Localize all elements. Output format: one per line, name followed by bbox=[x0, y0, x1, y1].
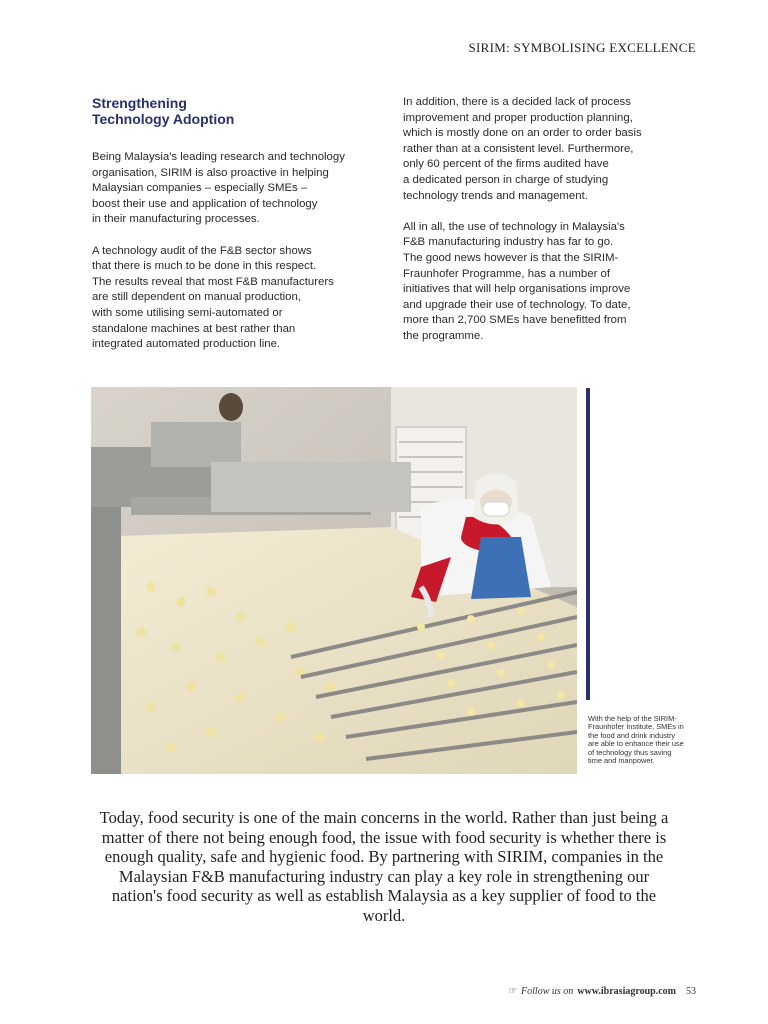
photo-caption: With the help of the SIRIM-Fraunhofer Institute, SMEs in the food and drink industry are able to enhance their use of technology thus saving time and manpower. bbox=[588, 714, 684, 766]
body-paragraph: In addition, there is a decided lack of process improvement and proper production planning, which is mostly done on an order to order basis rather than at a consistent level. Furthermore, only 60 percent of the firms audited have a dedicated person in charge of studying technology trends and management. bbox=[403, 96, 642, 202]
body-paragraph: A technology audit of the F&B sector shows that there is much to be done in this respect. The results reveal that most F&B manufacturers are still dependent on manual production, with some utilising semi-automated or standalone machines at best rather than integrated automated production line. bbox=[92, 244, 334, 351]
section-heading: Strengthening Technology Adoption bbox=[92, 95, 235, 127]
accent-rule bbox=[586, 388, 590, 700]
running-header: SIRIM: SYMBOLISING EXCELLENCE bbox=[468, 40, 696, 55]
right-column bbox=[403, 95, 703, 360]
hand-pointer-icon: ☞ bbox=[508, 986, 518, 997]
factory-photo bbox=[91, 387, 577, 774]
body-paragraph: All in all, the use of technology in Malaysia's F&B manufacturing industry has far to go. The good news however is that the SIRIM- Fraunhofer Programme, has a number of initiatives that will help organisations improve and upgrade their use of technology. To date, more than 2,700 SMEs have benefitted from the programme. bbox=[403, 220, 631, 342]
body-paragraph: Being Malaysia's leading research and technology organisation, SIRIM is also proactive in helping Malaysian companies – especially SMEs – boost their use and application of technology in their manufacturing processes. bbox=[92, 151, 345, 226]
page-number: 53 bbox=[686, 986, 696, 997]
follow-label: Follow us on bbox=[521, 986, 574, 997]
website-link[interactable]: www.ibrasiagroup.com bbox=[577, 986, 676, 997]
pull-quote: Today, food security is one of the main concerns in the world. Rather than just being a matter of there not being enough food, the issue with food security is whether there is enough quality, safe and hygienic food. By partnering with SIRIM, companies in the Malaysian F&B manufacturing industry can play a key role in strengthening our nation's food security as well as establish Malaysia as a key supplier of food to the world. bbox=[99, 808, 669, 925]
page-footer bbox=[508, 986, 696, 997]
left-column bbox=[92, 95, 384, 368]
